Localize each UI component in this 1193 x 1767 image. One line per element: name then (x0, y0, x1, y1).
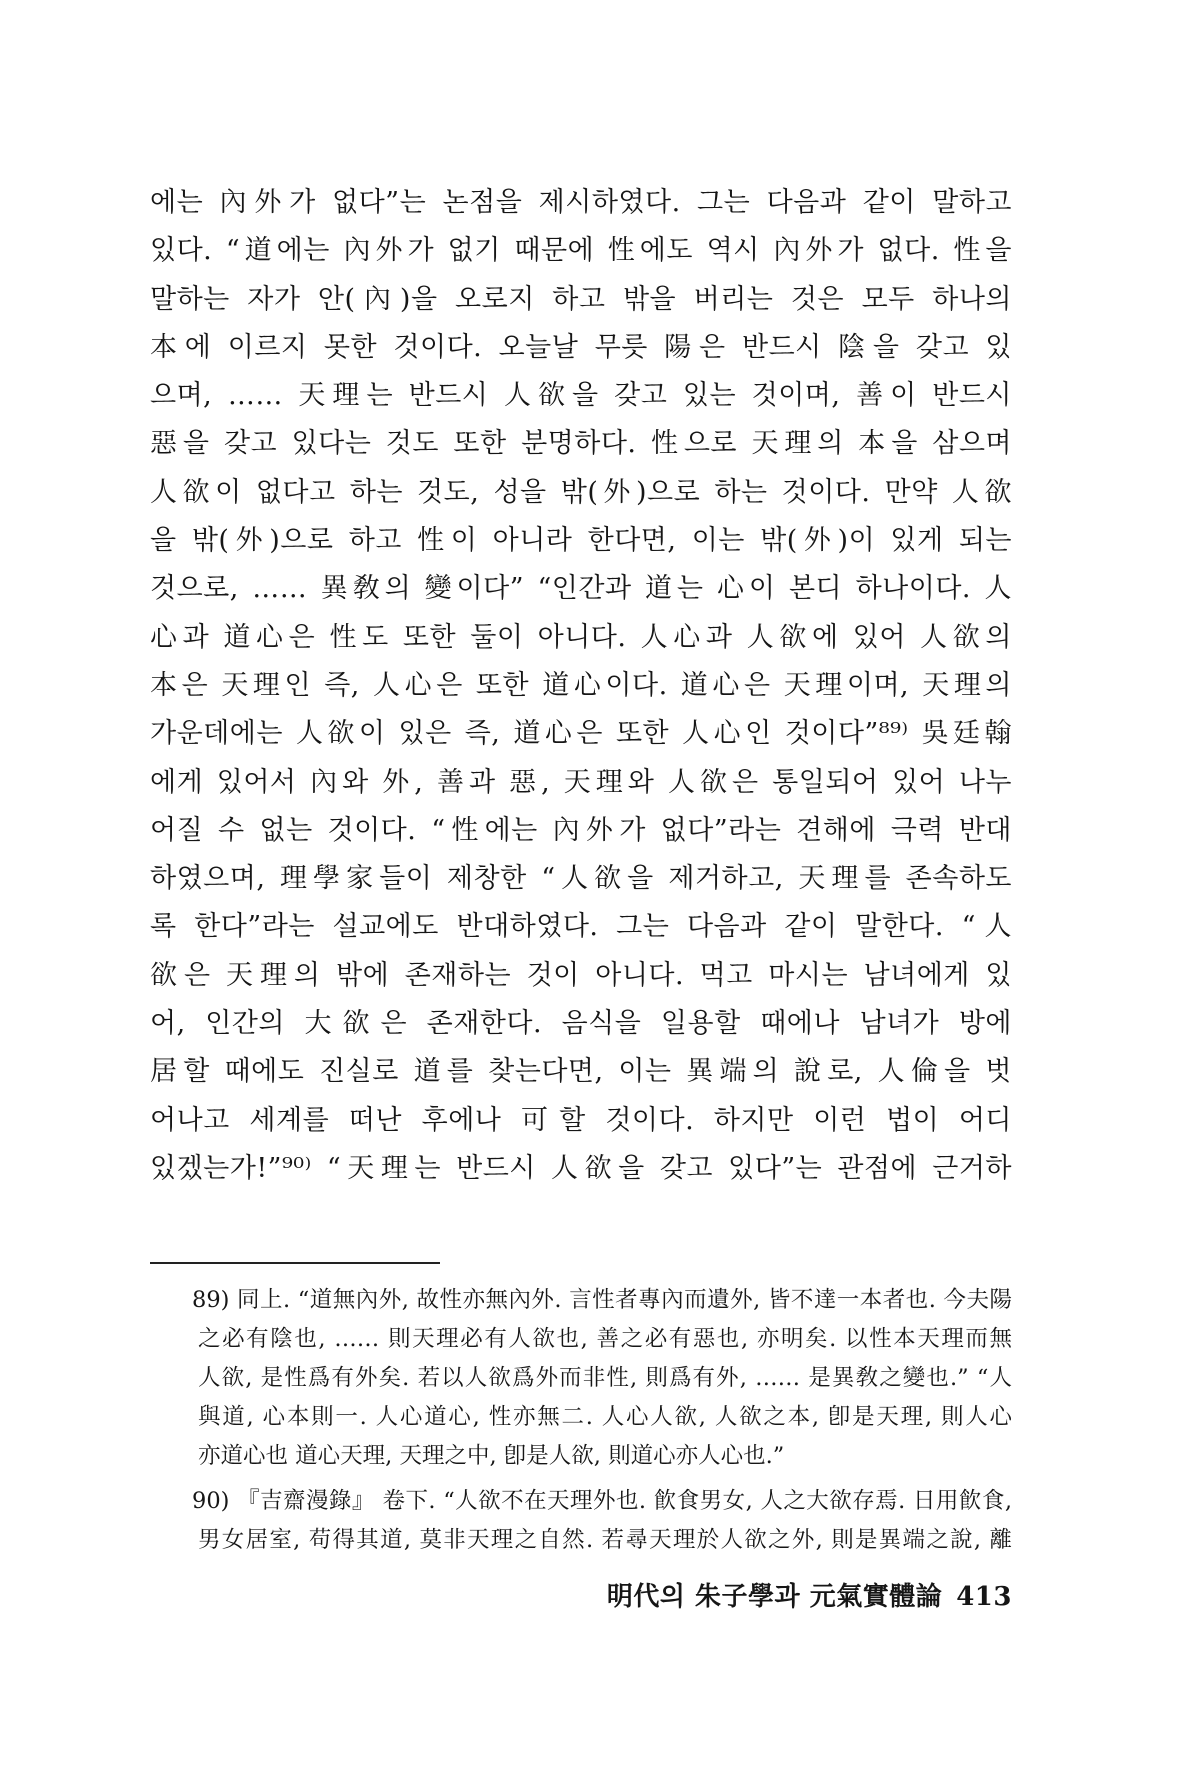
body-line: 말하는 자가 안(內)을 오로지 하고 밖을 버리는 것은 모두 하나의 (150, 283, 1012, 315)
footnote-90-line: 男女居室, 苟得其道, 莫非天理之自然. 若尋天理於人欲之外, 則是異端之說, 離 (198, 1527, 1012, 1553)
body-line: 人欲이 없다고 하는 것도, 성을 밖(外)으로 하는 것이다. 만약 人欲 (150, 476, 1012, 508)
body-line: 으며, …… 天理는 반드시 人欲을 갖고 있는 것이며, 善이 반드시 (150, 380, 1012, 412)
body-line: 居할 때에도 진실로 道를 찾는다면, 이는 異端의 說로, 人倫을 벗 (150, 1056, 1012, 1088)
body-line: 에는 內外가 없다”는 논점을 제시하였다. 그는 다음과 같이 말하고 (150, 187, 1012, 218)
footnotes (150, 1285, 1012, 1564)
body-line: 本은 天理인 즉, 人心은 또한 道心이다. 道心은 天理이며, 天理의 (150, 669, 1012, 701)
footnote-89-line: 89) 同上. “道無內外, 故性亦無內外. 言性者專內而遺外, 皆不達一本者也. 今夫陽 (192, 1287, 1012, 1313)
body-line: 가운데에는 人欲이 있은 즉, 道心은 또한 人心인 것이다”⁸⁹⁾ 吳廷翰 (150, 718, 1012, 750)
footnote-separator (150, 1262, 440, 1264)
page-footer (607, 1580, 1012, 1614)
body-line: 惡을 갖고 있다는 것도 또한 분명하다. 性으로 天理의 本을 삼으며 (150, 428, 1012, 460)
body-line: 欲은 天理의 밖에 존재하는 것이 아니다. 먹고 마시는 남녀에게 있 (150, 959, 1012, 991)
body-line: 있겠는가!”⁹⁰⁾ “天理는 반드시 人欲을 갖고 있다”는 관점에 근거하 (150, 1152, 1012, 1184)
body-line: 록 한다”라는 설교에도 반대하였다. 그는 다음과 같이 말한다. “人 (150, 911, 1012, 943)
body-line: 것으로, …… 異敎의 變이다” “인간과 道는 心이 본디 하나이다. 人 (150, 573, 1012, 605)
body-line: 을 밖(外)으로 하고 性이 아니라 한다면, 이는 밖(外)이 있게 되는 (150, 525, 1012, 557)
body-line: 어질 수 없는 것이다. “性에는 內外가 없다”라는 견해에 극력 반대 (150, 814, 1012, 846)
body-line: 어나고 세계를 떠난 후에나 可할 것이다. 하지만 이런 법이 어디 (150, 1104, 1012, 1136)
body-text (150, 185, 1012, 1199)
footnote-89-line: 人欲, 是性爲有外矣. 若以人欲爲外而非性, 則爲有外, …… 是異敎之變也.” “人 (198, 1365, 1012, 1391)
body-line: 에게 있어서 內와 外, 善과 惡, 天理와 人欲은 통일되어 있어 나누 (150, 766, 1012, 798)
body-line: 心과 道心은 性도 또한 둘이 아니다. 人心과 人欲에 있어 人欲의 (150, 621, 1012, 653)
body-line: 하였으며, 理學家들이 제창한 “人欲을 제거하고, 天理를 존속하도 (150, 863, 1012, 895)
footnote-90-line: 90) 『吉齋漫錄』 卷下. “人欲不在天理外也. 飮食男女, 人之大欲存焉. 日用飮食, (192, 1488, 1012, 1514)
running-title: 明代의 朱子學과 元氣實體論 (606, 1582, 943, 1612)
body-line: 있다. “道에는 內外가 없기 때문에 性에도 역시 內外가 없다. 性을 (150, 235, 1012, 267)
footnote-89-line: 與道, 心本則一. 人心道心, 性亦無二. 人心人欲, 人欲之本, 卽是天理, 則人心 (198, 1404, 1012, 1430)
footnote-89-line: 亦道心也 道心天理, 天理之中, 卽是人欲, 則道心亦人心也.” (198, 1443, 785, 1469)
page-number: 413 (956, 1582, 1012, 1612)
footnote-89-line: 之必有陰也, …… 則天理必有人欲也, 善之必有惡也, 亦明矣. 以性本天理而無 (198, 1326, 1012, 1352)
body-line: 어, 인간의 大欲은 존재한다. 음식을 일용할 때에나 남녀가 방에 (150, 1008, 1012, 1040)
body-line: 本에 이르지 못한 것이다. 오늘날 무릇 陽은 반드시 陰을 갖고 있 (150, 331, 1012, 363)
